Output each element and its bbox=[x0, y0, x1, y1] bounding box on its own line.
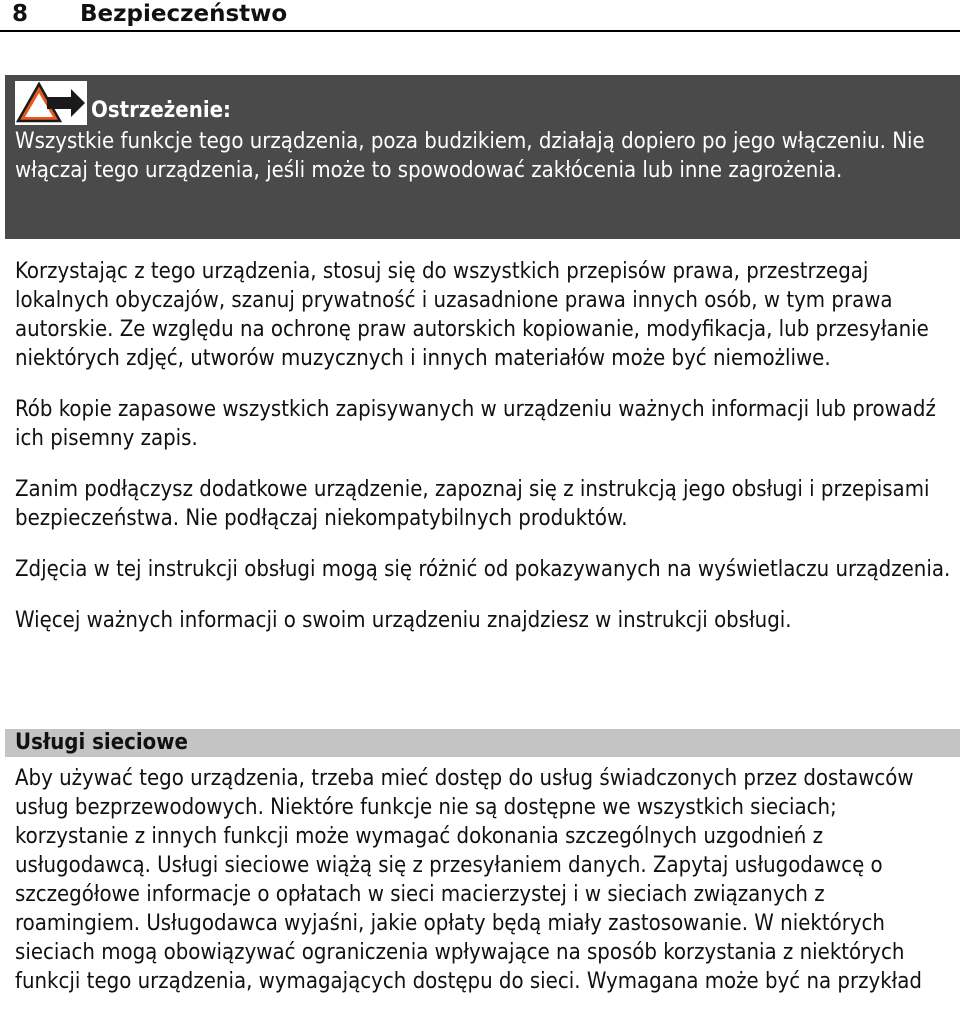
chapter-title: Bezpieczeństwo bbox=[80, 1, 288, 27]
section-text: Aby używać tego urządzenia, trzeba mieć dostęp do usług świadczonych przez dostawców usług bezprzewodowych. Niektóre funkcje nie są dostępne we wszystkich sieciach; korzystanie z innych funkcji może wymagać dokonania szczególnych uzgodnień z usługodawcą. Usługi sieciowe wiążą się z przesyłaniem danych. Zapytaj usługodawcę o szczegółowe informacje o opłatach w sieci macierzystej i w sieciach związanych z roamingiem. Usługodawca wyjaśni, jakie opłaty będą miały zastosowanie. W niektórych sieciach mogą obowiązywać ograniczenia wpływające na sposób korzystania z niektórych funkcji tego urządzenia, wymagających dostępu do sieci. Wymagana może być na przykład bbox=[15, 766, 922, 994]
paragraph-accessories: Zanim podłączysz dodatkowe urządzenie, zapoznaj się z instrukcją jego obsługi i przepisami bezpieczeństwa. Nie podłączaj niekompatybilnych produktów. bbox=[15, 477, 930, 531]
section-heading-label: Usługi sieciowe bbox=[15, 730, 188, 755]
warning-title: Ostrzeżenie: bbox=[91, 98, 231, 123]
warning-box bbox=[5, 75, 960, 239]
page-number: 8 bbox=[12, 1, 29, 27]
paragraph-backup: Rób kopie zapasowe wszystkich zapisywanych w urządzeniu ważnych informacji lub prowadź ich pisemny zapis. bbox=[15, 397, 936, 451]
body-text bbox=[15, 257, 955, 657]
paragraph-legal: Korzystając z tego urządzenia, stosuj się do wszystkich przepisów prawa, przestrzegaj lokalnych obyczajów, szanuj prywatność i uzasadnione prawa innych osób, w tym prawa autorskie. Ze względu na ochronę praw autorskich kopiowanie, modyfikacja, lub przesyłanie niektórych zdjęć, utworów muzycznych i innych materiałów może być niemożliwe. bbox=[15, 259, 929, 371]
paragraph-more-info: Więcej ważnych informacji o swoim urządzeniu znajdziesz w instrukcji obsługi. bbox=[15, 608, 792, 633]
paragraph-images: Zdjęcia w tej instrukcji obsługi mogą się różnić od pokazywanych na wyświetlaczu urządzenia. bbox=[15, 557, 951, 582]
page-header bbox=[0, 0, 960, 32]
section-heading bbox=[5, 729, 960, 757]
warning-triangle-arrow-icon bbox=[15, 81, 87, 125]
warning-text: Wszystkie funkcje tego urządzenia, poza budzikiem, działają dopiero po jego włączeniu. Nie włączaj tego urządzenia, jeśli może to spowodować zakłócenia lub inne zagrożenia. bbox=[15, 129, 925, 183]
